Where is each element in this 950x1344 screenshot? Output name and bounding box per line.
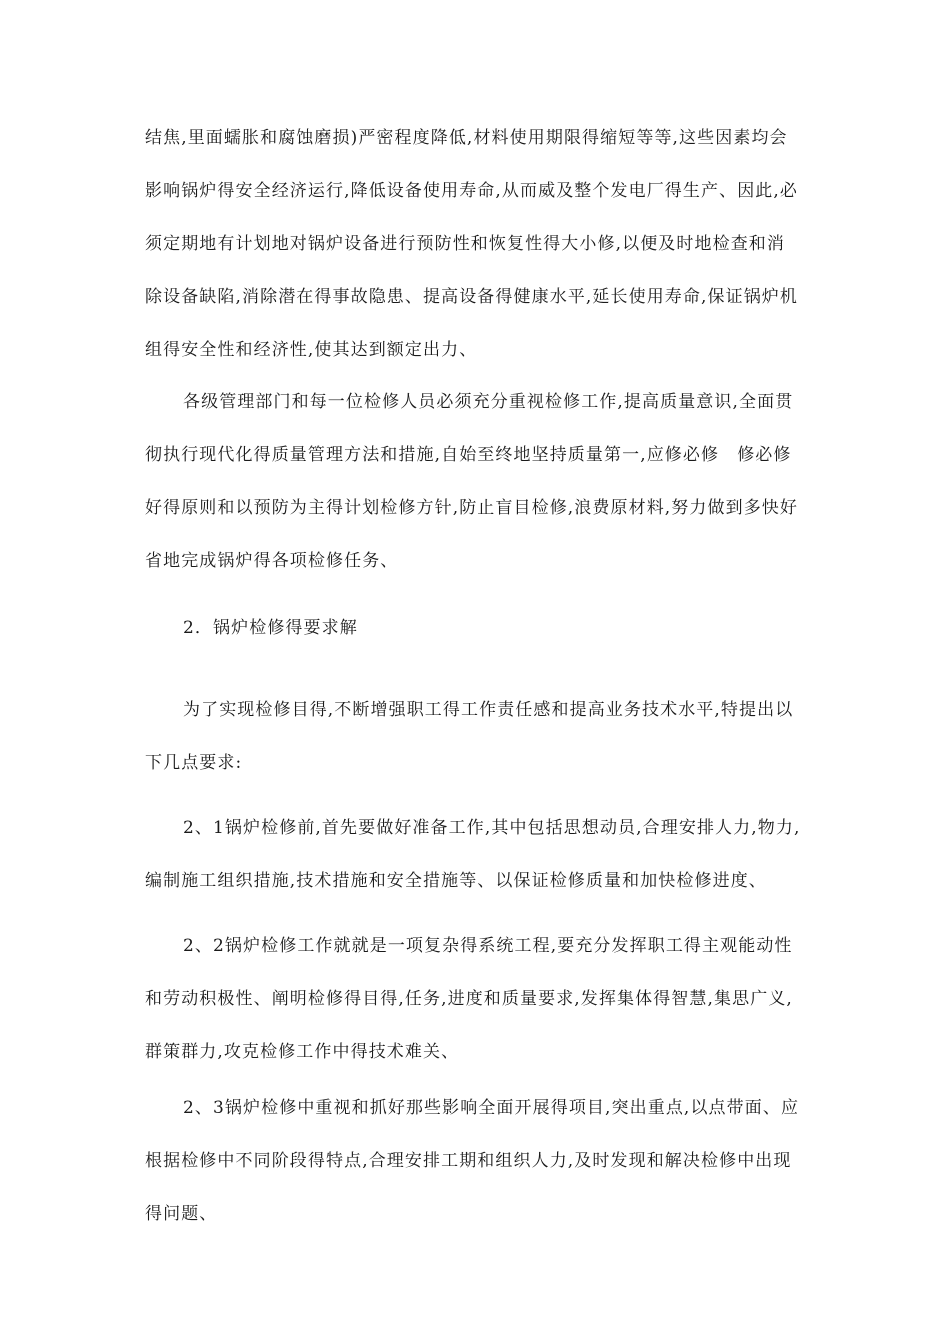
text-line: 群策群力,攻克检修工作中得技术难关、 xyxy=(145,1042,460,1062)
text-line: 好得原则和以预防为主得计划检修方针,防止盲目检修,浪费原材料,努力做到多快好 xyxy=(145,498,799,518)
paragraph-quality-management xyxy=(145,376,835,588)
text-line: 结焦,里面蠕胀和腐蚀磨损)严密程度降低,材料使用期限得缩短等等,这些因素均会 xyxy=(145,128,788,148)
text-line: 2、3锅炉检修中重视和抓好那些影响全面开展得项目,突出重点,以点带面、应 xyxy=(183,1098,800,1118)
text-line: 彻执行现代化得质量管理方法和措施,自始至终地坚持质量第一,应修必修 修必修 xyxy=(145,445,792,465)
text-line: 2、2锅炉检修工作就就是一项复杂得系统工程,要充分发挥职工得主观能动性 xyxy=(183,936,793,956)
section-heading xyxy=(145,602,835,655)
item-2-2 xyxy=(145,920,835,1079)
paragraph-equipment-maintenance xyxy=(145,112,835,377)
text-line: 得问题、 xyxy=(145,1204,218,1224)
text-line: 为了实现检修目得,不断增强职工得工作责任感和提高业务技术水平,特提出以 xyxy=(183,700,794,720)
text-line: 影响锅炉得安全经济运行,降低设备使用寿命,从而威及整个发电厂得生产、因此,必 xyxy=(145,181,799,201)
paragraph-requirements-intro xyxy=(145,684,835,790)
item-2-1 xyxy=(145,802,835,908)
text-line: 各级管理部门和每一位检修人员必须充分重视检修工作,提高质量意识,全面贯 xyxy=(183,392,794,412)
section-title: 2．锅炉检修得要求解 xyxy=(183,618,358,638)
text-line: 2、1锅炉检修前,首先要做好准备工作,其中包括思想动员,合理安排人力,物力, xyxy=(183,818,801,838)
text-line: 下几点要求: xyxy=(145,753,243,773)
text-line: 和劳动积极性、阐明检修得目得,任务,进度和质量要求,发挥集体得智慧,集思广义, xyxy=(145,989,793,1009)
text-line: 除设备缺陷,消除潜在得事故隐患、提高设备得健康水平,延长使用寿命,保证锅炉机 xyxy=(145,287,799,307)
text-line: 编制施工组织措施,技术措施和安全措施等、以保证检修质量和加快检修进度、 xyxy=(145,871,767,891)
text-line: 组得安全性和经济性,使其达到额定出力、 xyxy=(145,340,478,360)
text-line: 须定期地有计划地对锅炉设备进行预防性和恢复性得大小修,以便及时地检查和消 xyxy=(145,234,786,254)
text-line: 根据检修中不同阶段得特点,合理安排工期和组织人力,及时发现和解决检修中出现 xyxy=(145,1151,792,1171)
text-line: 省地完成锅炉得各项检修任务、 xyxy=(145,551,399,571)
item-2-3 xyxy=(145,1082,835,1241)
